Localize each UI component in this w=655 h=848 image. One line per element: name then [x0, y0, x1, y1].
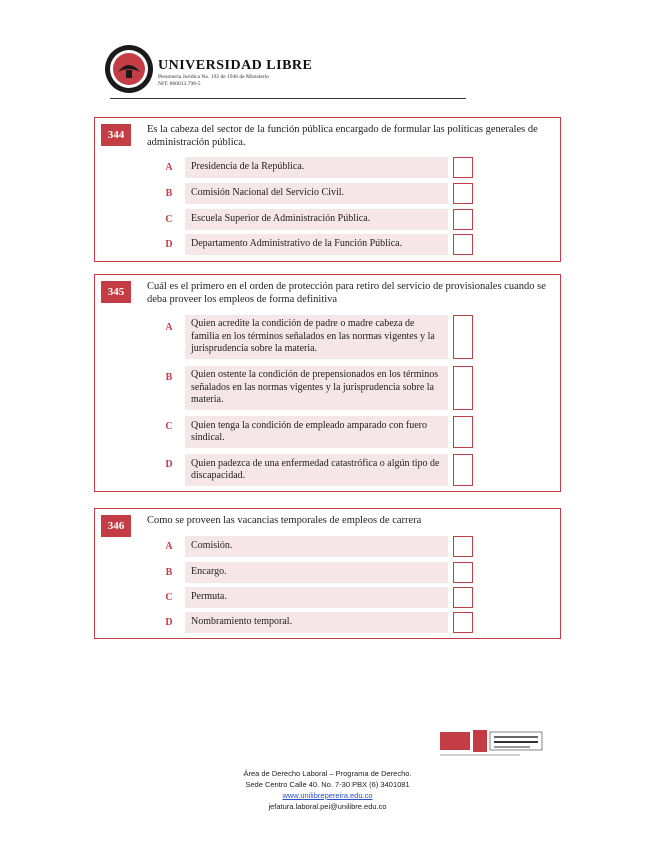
answer-checkbox[interactable]: [453, 315, 473, 359]
question-number: 344: [101, 124, 131, 146]
option-letter: C: [165, 214, 173, 225]
legal-line-1: Personería Jurídica No. 192 de 1946 de Ministerio: [158, 74, 269, 80]
university-legal-info: [158, 74, 358, 88]
answer-checkbox[interactable]: [453, 366, 473, 410]
option-text: Permuta.: [185, 587, 448, 608]
answer-checkbox[interactable]: [453, 612, 473, 633]
option-letter: B: [165, 188, 173, 199]
option-letter: B: [165, 567, 173, 578]
answer-checkbox[interactable]: [453, 587, 473, 608]
option-letter: D: [165, 617, 173, 628]
legal-line-2: NIT: 860013.798-5: [158, 81, 201, 87]
university-name: UNIVERSIDAD LIBRE: [158, 58, 313, 73]
option-letter: D: [165, 239, 173, 250]
question-345: [94, 274, 561, 492]
question-text: Es la cabeza del sector de la función pública encargado de formular las políticas generales de administración pública.: [147, 124, 538, 148]
option-letter: A: [165, 322, 173, 333]
option-text: Quien ostente la condición de prepensionados en los términos señalados en las normas vigentes y la jurisprudencia sobre la materia.: [185, 366, 448, 410]
question-number: 346: [101, 515, 131, 537]
option-letter: B: [165, 372, 173, 383]
option-letter: C: [165, 592, 173, 603]
option-text: Departamento Administrativo de la Función Pública.: [185, 234, 448, 255]
university-header: [104, 44, 466, 100]
answer-checkbox[interactable]: [453, 157, 473, 178]
footer-email[interactable]: jefatura.laboral.pei@unilibre.edu.co: [268, 802, 387, 811]
header-divider: [110, 98, 466, 99]
answer-checkbox[interactable]: [453, 416, 473, 448]
answer-checkbox[interactable]: [453, 454, 473, 486]
option-text: Comisión.: [185, 536, 448, 557]
option-text: Quien acredite la condición de padre o madre cabeza de familia en los términos señalados en las normas vigentes y la jurisprudencia sobre la materia.: [185, 315, 448, 359]
answer-checkbox[interactable]: [453, 536, 473, 557]
question-346: [94, 508, 561, 639]
option-text: Encargo.: [185, 562, 448, 583]
footer-website-link[interactable]: www.unilibrepereira.edu.co: [282, 791, 373, 800]
option-letter: D: [165, 459, 173, 470]
option-letter: C: [165, 421, 173, 432]
answer-checkbox[interactable]: [453, 562, 473, 583]
page-footer: [200, 768, 455, 812]
university-seal-icon: [104, 44, 154, 94]
option-letter: A: [165, 162, 173, 173]
answer-checkbox[interactable]: [453, 209, 473, 230]
option-text: Comisión Nacional del Servicio Civil.: [185, 183, 448, 204]
option-text: Quien padezca de una enfermedad catastrófica o algún tipo de discapacidad.: [185, 454, 448, 486]
option-text: Presidencia de la República.: [185, 157, 448, 178]
answer-checkbox[interactable]: [453, 234, 473, 255]
answer-checkbox[interactable]: [453, 183, 473, 204]
question-number: 345: [101, 281, 131, 303]
question-text: Cuál es el primero en el orden de protección para retiro del servicio de provisionales cuando se deba proveer los empleos de forma definitiva: [147, 281, 546, 305]
question-344: [94, 117, 561, 262]
option-text: Quien tenga la condición de empleado amparado con fuero sindical.: [185, 416, 448, 448]
accreditation-logo-icon: [440, 728, 544, 760]
option-letter: A: [165, 541, 173, 552]
question-text: Como se proveen las vacancias temporales de empleos de carrera: [147, 515, 422, 526]
option-text: Escuela Superior de Administración Pública.: [185, 209, 448, 230]
option-text: Nombramiento temporal.: [185, 612, 448, 633]
footer-department: Área de Derecho Laboral – Programa de Derecho.: [243, 769, 412, 778]
footer-address: Sede Centro Calle 40. No. 7-30 PBX (6) 3401081: [245, 780, 410, 789]
